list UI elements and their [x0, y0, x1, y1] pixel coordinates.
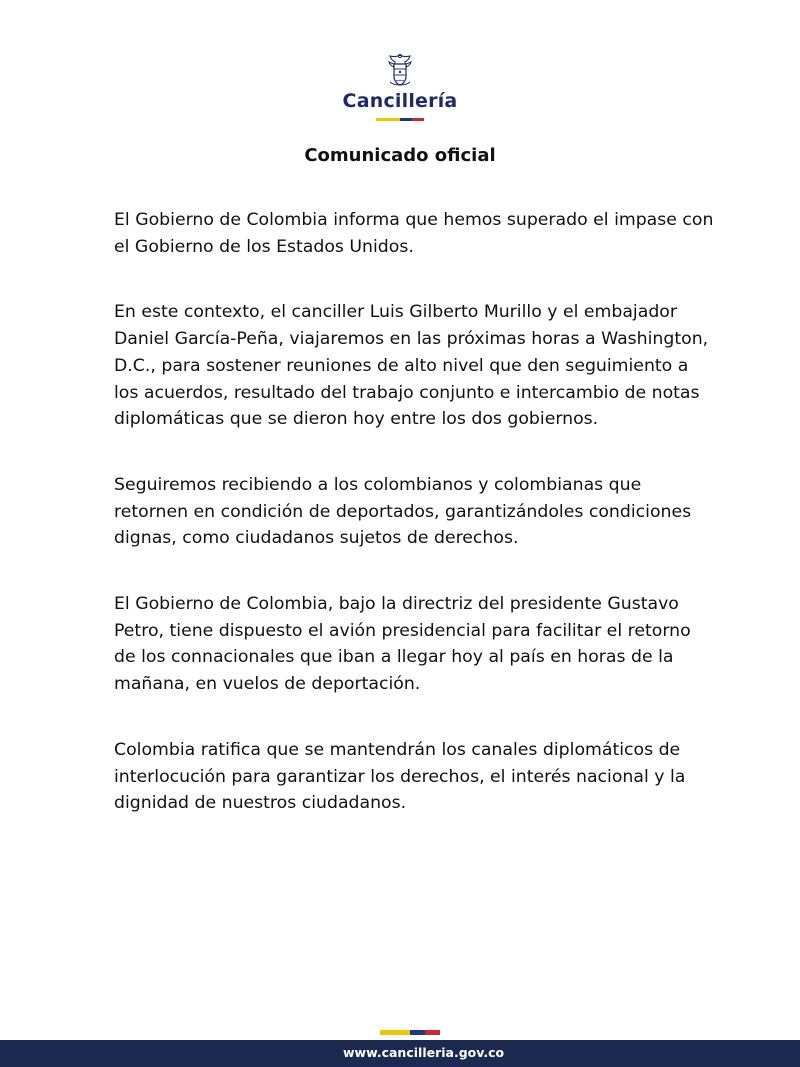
footer-flag-red: [425, 1030, 440, 1035]
document-body: [114, 207, 714, 856]
flag-blue-band: [400, 118, 412, 121]
paragraph-1: El Gobierno de Colombia informa que hemos superado el impase con el Gobierno de los Estados Unidos.: [114, 210, 714, 257]
footer-flag-strip: [380, 1030, 440, 1035]
footer-flag-yellow: [380, 1030, 410, 1035]
paragraph-5: Colombia ratifica que se mantendrán los canales diplomáticos de interlocución para garantizar los derechos, el interés nacional y la dignidad de nuestros ciudadanos.: [114, 739, 686, 814]
brand-name: Cancillería: [342, 90, 458, 112]
paragraph-4: El Gobierno de Colombia, bajo la directriz del presidente Gustavo Petro, tiene dispuesto el avión presidencial para facilitar el retorno de los connacionales que iban a llegar hoy al país en horas de la mañana, en vuelos de deportación.: [114, 594, 691, 695]
paragraph-3: Seguiremos recibiendo a los colombianos y colombianas que retornen en condición de deportados, garantizándoles condiciones dignas, como ciudadanos sujetos de derechos.: [114, 474, 692, 549]
flag-yellow-band: [376, 118, 400, 121]
footer-website-link[interactable]: www.cancilleria.gov.co: [343, 1045, 505, 1060]
flag-strip: [376, 118, 424, 121]
document-title: Comunicado oficial: [304, 145, 496, 166]
cancilleria-logo: [0, 52, 800, 121]
flag-red-band: [412, 118, 424, 121]
footer-flag-blue: [410, 1030, 425, 1035]
paragraph-2: En este contexto, el canciller Luis Gilberto Murillo y el embajador Daniel García-Peña, viajaremos en las próximas horas a Washington, D.C., para sostener reuniones de alto nivel que den seguimiento a los acuerdos, resultado del trabajo conjunto e intercambio de notas diplomáticas que se dieron hoy entre los dos gobiernos.: [114, 302, 709, 430]
colombian-coat-of-arms-icon: [384, 52, 416, 88]
